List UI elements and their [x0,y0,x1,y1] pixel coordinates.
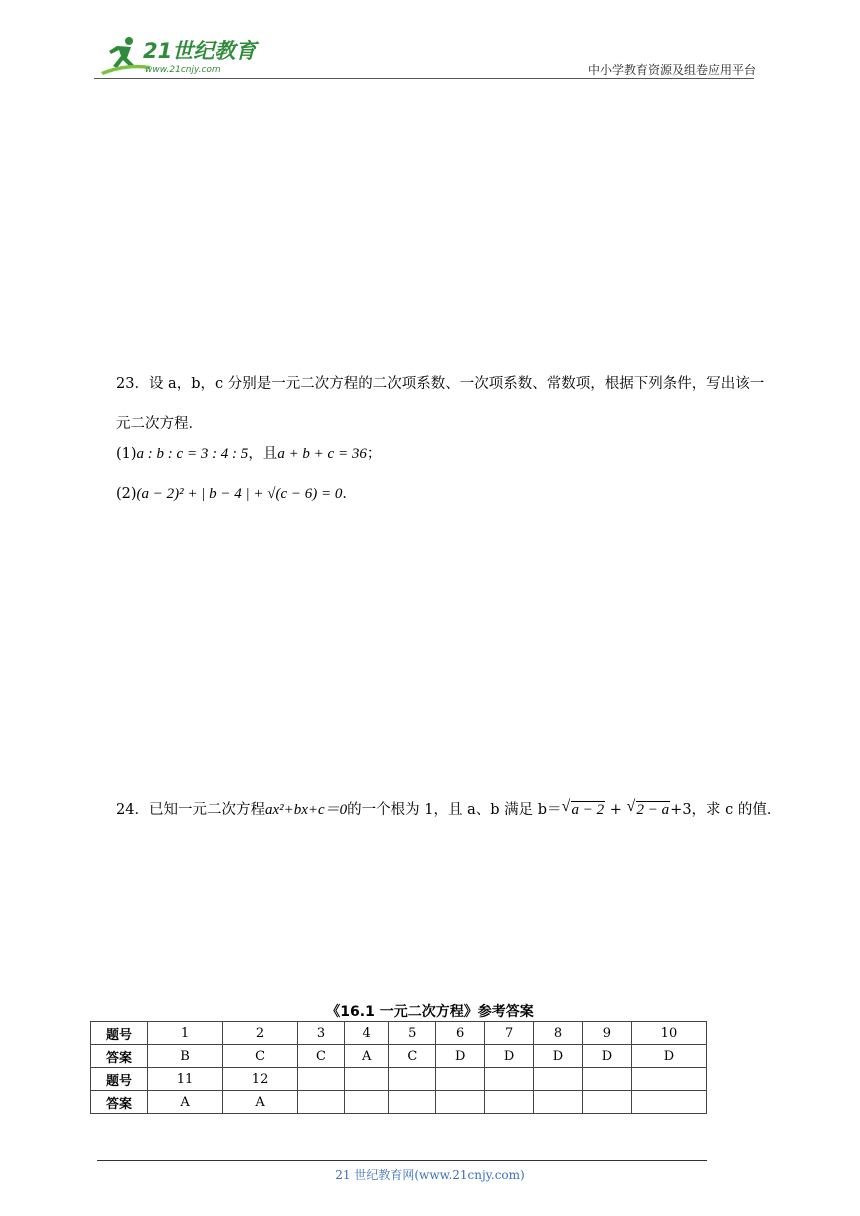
q24-middle: 的一个根为 1，且 a、b 满足 b＝ [347,802,562,818]
number-cell: 10 [631,1022,706,1045]
answer-cell [344,1091,388,1114]
number-row-label: 题号 [91,1068,148,1091]
answer-cell [436,1091,485,1114]
number-cell [485,1068,534,1091]
footer-divider [97,1160,707,1161]
answer-cell: D [534,1045,583,1068]
number-cell: 2 [223,1022,298,1045]
answer-table [90,1021,707,1114]
answer-cell: B [148,1045,223,1068]
q23-p1-mid: ，且 [248,446,278,462]
number-cell: 3 [298,1022,345,1045]
q24-radical-2: √ 2 − a [626,798,670,818]
answer-cell: D [485,1045,534,1068]
answer-cell: C [389,1045,436,1068]
number-cell [389,1068,436,1091]
q23-p2-label: (2) [116,486,137,502]
q23-line1: 23．设 a，b，c 分别是一元二次方程的二次项系数、一次项系数、常数项，根据下列条件，写出该一 [116,376,765,392]
number-cell: 4 [344,1022,388,1045]
number-cell: 8 [534,1022,583,1045]
number-cell: 6 [436,1022,485,1045]
number-cell [298,1068,345,1091]
q24-rad2-body: 2 − a [636,802,670,818]
q23-part2 [116,484,357,504]
table-row [91,1022,707,1045]
answer-cell [485,1091,534,1114]
q23-p2-end: ． [342,486,357,502]
logo-text: 21世纪教育 [143,39,257,63]
answer-cell: A [223,1091,298,1114]
q24-plus3: +3 [670,802,692,818]
answer-cell: C [223,1045,298,1068]
number-cell [631,1068,706,1091]
number-cell [582,1068,631,1091]
number-row-label: 题号 [91,1022,148,1045]
q24-text: 24．已知一元二次方程ax²+bx+c＝0的一个根为 1，且 a、b 满足 b＝ √ a − 2 + √ 2 − a+3，求 c 的值． [116,798,782,818]
number-cell: 9 [582,1022,631,1045]
table-row [91,1068,707,1091]
q23-p1-expr: a : b : c = 3 : 4 : 5 [136,446,249,462]
number-cell [534,1068,583,1091]
answer-row-label: 答案 [91,1091,148,1114]
footer-text: 21 世纪教育网(www.21cnjy.com) [335,1168,525,1182]
number-cell: 7 [485,1022,534,1045]
answer-cell: D [582,1045,631,1068]
q23-p1-end: ； [366,446,382,462]
q24-prefix: 24．已知一元二次方程 [116,802,265,818]
table-row [91,1091,707,1114]
q23-p1-expr2: a + b + c = 36 [277,446,367,462]
table-row [91,1045,707,1068]
q24-radical-1: √ a − 2 [561,798,605,818]
number-cell: 12 [223,1068,298,1091]
answer-cell [298,1091,345,1114]
answer-row-label: 答案 [91,1045,148,1068]
q23-p2-expr: (a − 2)² + | b − 4 | + √(c − 6) = 0 [136,486,343,502]
number-cell: 1 [148,1022,223,1045]
q23-part1 [116,444,381,464]
q24-rad1-body: a − 2 [571,802,605,818]
answer-cell [631,1091,706,1114]
answer-cell: A [148,1091,223,1114]
number-cell: 11 [148,1068,223,1091]
answer-cell: D [436,1045,485,1068]
answer-cell: D [631,1045,706,1068]
answer-cell: A [344,1045,388,1068]
answer-cell [534,1091,583,1114]
answer-cell [389,1091,436,1114]
answer-cell: C [298,1045,345,1068]
number-cell [436,1068,485,1091]
logo-url: www.21cnjy.com [145,65,221,75]
q24-equation: ax²+bx+c＝0 [264,802,348,818]
q23-line2: 元二次方程． [116,416,203,432]
number-cell: 5 [389,1022,436,1045]
q23-p1-label: (1) [116,446,137,462]
site-logo [95,32,260,78]
header-tagline: 中小学教育资源及组卷应用平台 [587,63,756,77]
number-cell [344,1068,388,1091]
answer-key-title: 《16.1 一元二次方程》参考答案 [326,1004,534,1020]
answer-cell [582,1091,631,1114]
header-divider [94,78,754,79]
q24-suffix: ，求 c 的值． [691,802,782,818]
